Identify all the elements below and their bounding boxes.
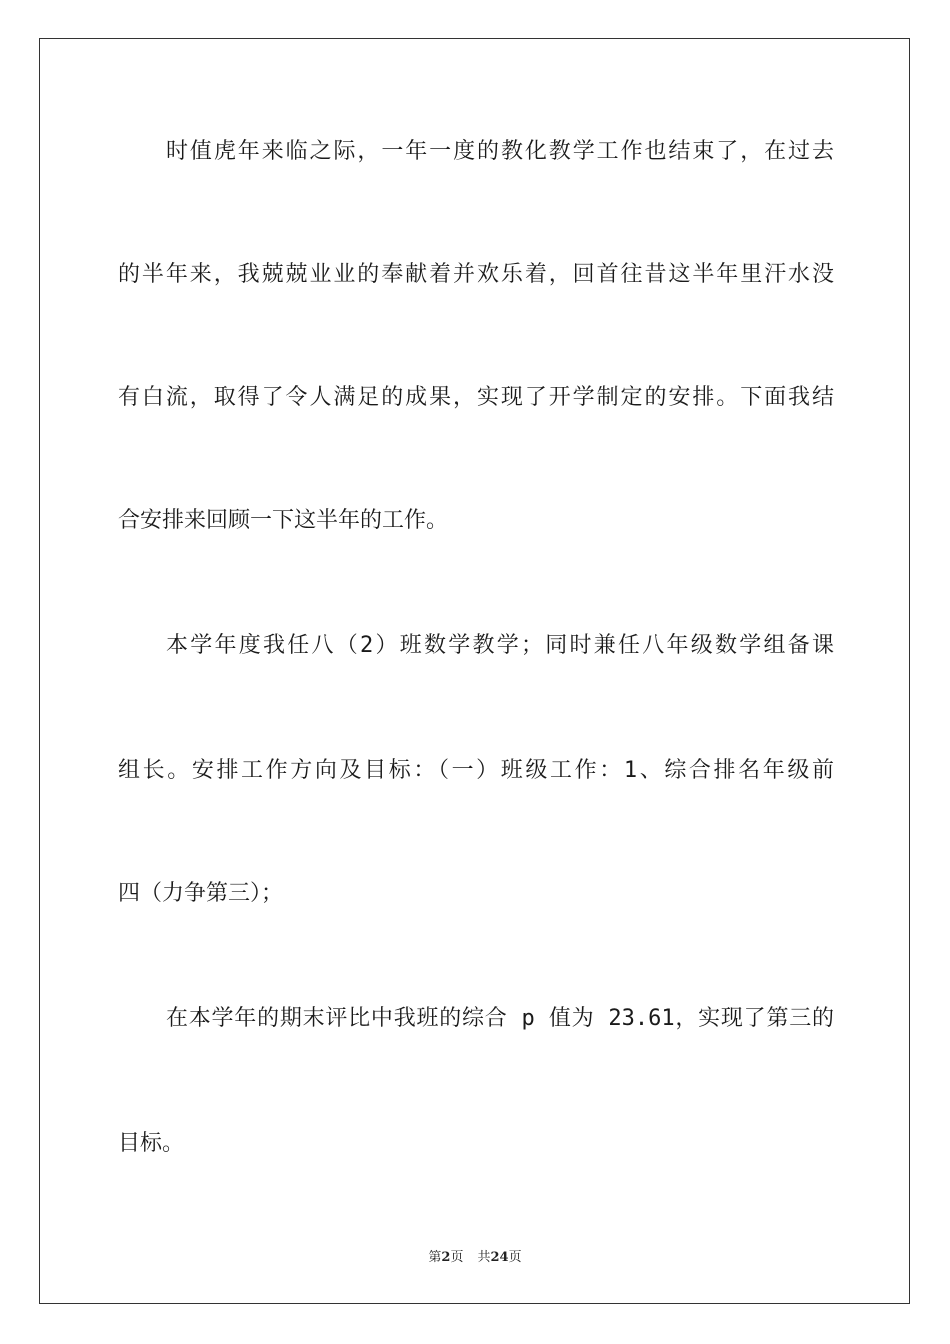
page-prefix: 第 [428,1250,442,1265]
page-suffix: 页 [450,1250,464,1265]
page-current: 2 [441,1250,451,1265]
paragraph-1-line-4: 合安排来回顾一下这半年的工作。 [118,508,449,533]
total-suffix: 页 [508,1250,522,1265]
paragraph-2-line-3: 四（力争第三）； [118,881,284,906]
paragraph-2-line-1: 本学年度我任八（2）班数学教学；同时兼任八年级数学组备课 [166,633,834,658]
paragraph-1-line-3: 有白流，取得了令人满足的成果，实现了开学制定的安排。下面我结 [118,385,834,410]
paragraph-3-line-2: 目标。 [118,1131,185,1156]
paragraph-1-line-2: 的半年来，我兢兢业业的奉献着并欢乐着，回首往昔这半年里汗水没 [118,262,834,287]
total-prefix: 共 [477,1250,491,1265]
page-footer [0,1246,950,1265]
page-border [39,38,910,1304]
paragraph-2-line-2: 组长。安排工作方向及目标：（一）班级工作：1、综合排名年级前 [118,758,834,783]
paragraph-3-line-1: 在本学年的期末评比中我班的综合 p 值为 23.61，实现了第三的 [166,1006,834,1031]
paragraph-1-line-1: 时值虎年来临之际，一年一度的教化教学工作也结束了，在过去 [166,139,834,164]
page-total: 24 [490,1250,509,1265]
